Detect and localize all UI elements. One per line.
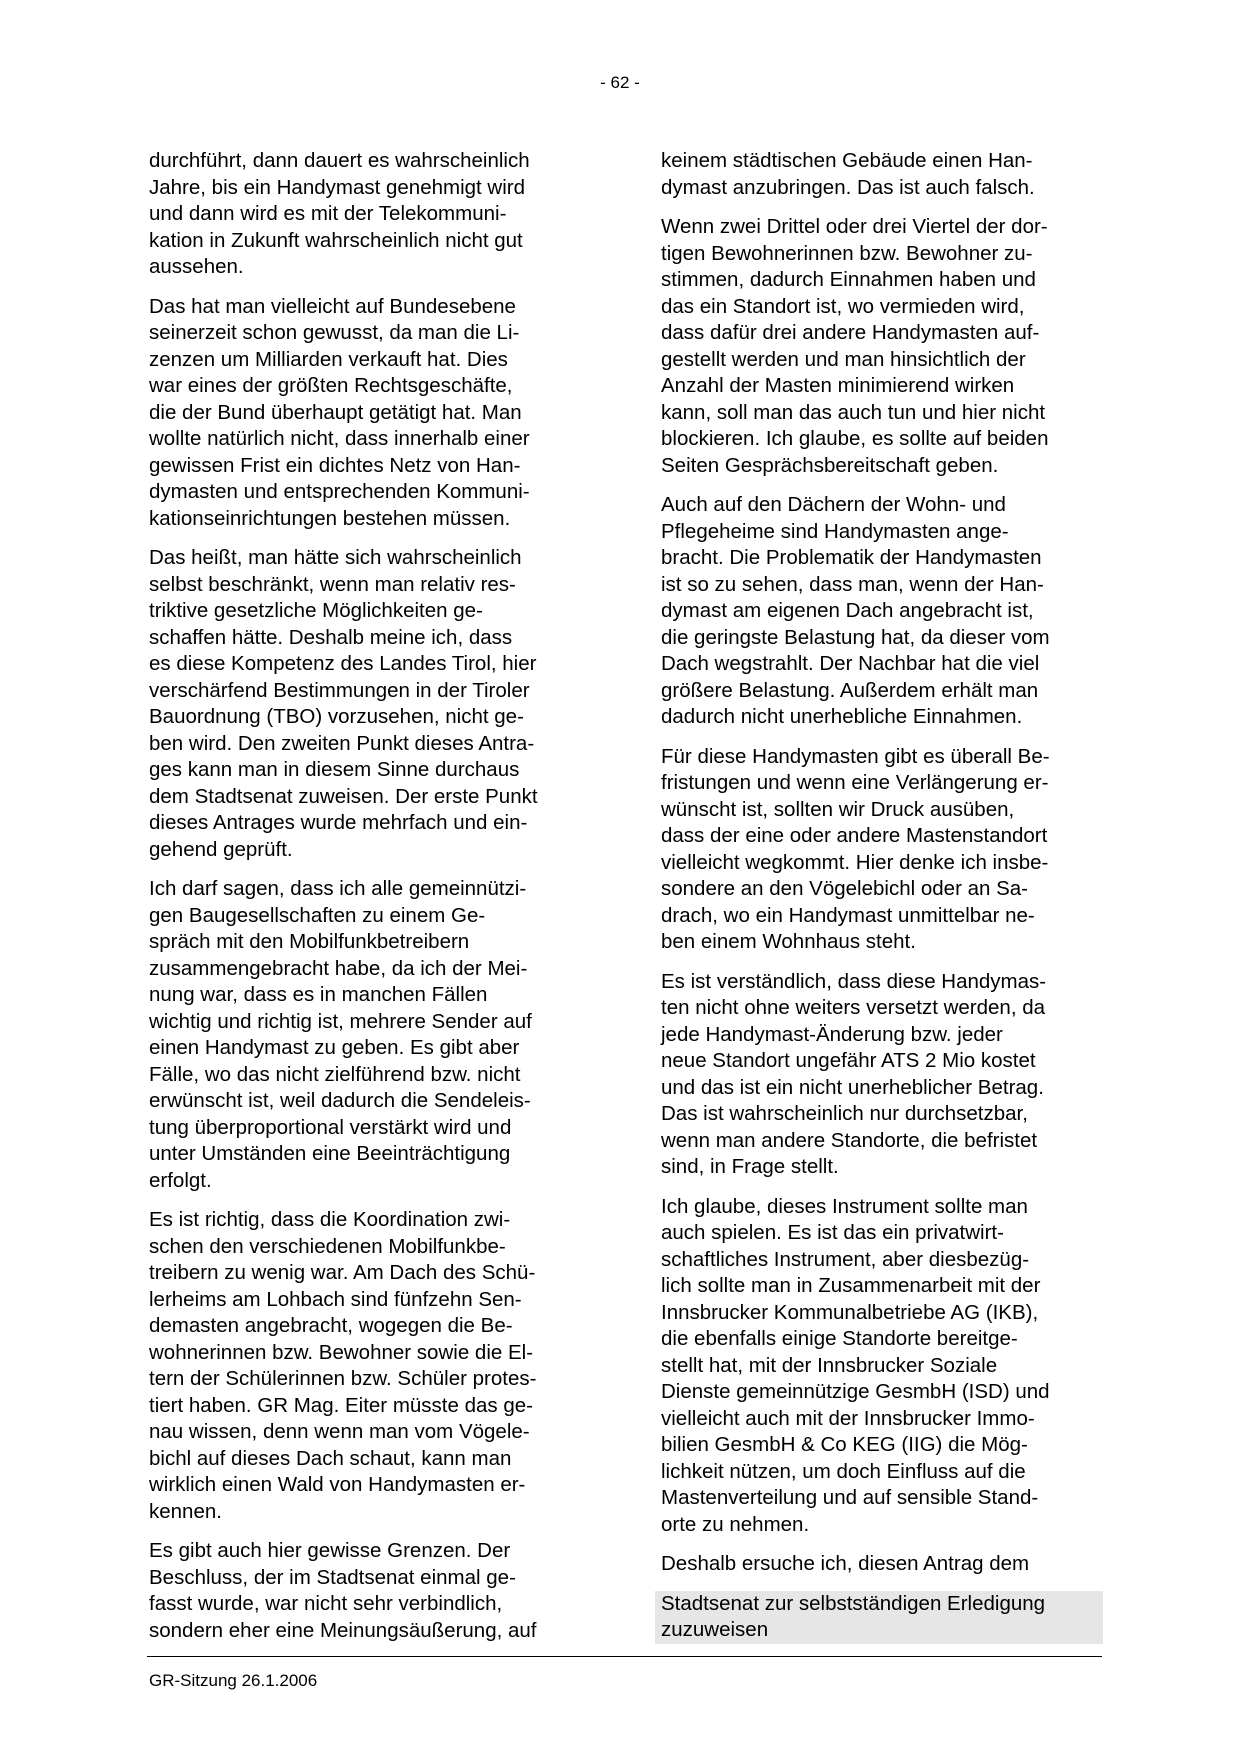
text-line: stellt hat, mit der Innsbrucker Soziale [661,1353,998,1377]
text-line: lichkeit nützen, um doch Einfluss auf die [661,1459,1026,1483]
text-line: tern der Schülerinnen bzw. Schüler protes- [149,1367,537,1390]
paragraph [149,545,599,863]
text-line: dadurch nicht unerhebliche Einnahmen. [661,705,1023,728]
text-line: Seiten Gesprächsbereitschaft geben. [661,453,999,477]
text-line: fristungen und wenn eine Verlängerung er- [661,771,1049,794]
text-line: nung war, dass es in manchen Fällen [149,983,488,1006]
paragraph [661,744,1111,956]
text-line: Auch auf den Dächern der Wohn- und [661,493,1006,516]
text-line: größere Belastung. Außerdem erhält man [661,678,1039,702]
text-line: dem Stadtsenat zuweisen. Der erste Punkt [149,784,538,808]
text-line: wichtig und richtig ist, mehrere Sender auf [149,1009,532,1033]
text-line: tung überproportional verstärkt wird und [149,1115,512,1139]
footer-text: GR-Sitzung 26.1.2006 [149,1671,318,1690]
text-line: und dann wird es mit der Telekommuni- [149,202,507,225]
text-line: auch spielen. Es ist das ein privatwirt- [661,1221,1004,1244]
text-line: blockieren. Ich glaube, es sollte auf beiden [661,427,1049,450]
text-line: Anzahl der Masten minimierend wirken [661,374,1015,397]
text-line: wollte natürlich nicht, dass innerhalb einer [149,427,530,450]
text-line: gewissen Frist ein dichtes Netz von Han- [149,453,521,477]
text-line: treibern zu wenig war. Am Dach des Schü- [149,1261,536,1284]
text-line: erfolgt. [149,1168,212,1192]
text-line: lerheims am Lohbach sind fünfzehn Sen- [149,1287,522,1311]
paragraph [661,1194,1111,1539]
text-line: es diese Kompetenz des Landes Tirol, hier [149,652,537,675]
text-line: dass der eine oder andere Mastenstandort [661,824,1048,847]
text-line: dieses Antrages wurde mehrfach und ein- [149,811,528,834]
text-line: die geringste Belastung hat, da dieser vom [661,625,1050,649]
text-line: tiert haben. GR Mag. Eiter müsste das ge- [149,1393,533,1417]
text-line: gestellt werden und man hinsichtlich der [661,347,1026,371]
text-line: sondere an den Vögelebichl oder an Sa- [661,877,1028,900]
text-line: dass dafür drei andere Handymasten auf- [661,321,1040,344]
paragraph [149,294,599,533]
text-line: sondern eher eine Meinungsäußerung, auf [149,1618,537,1642]
text-line: Das ist wahrscheinlich nur durchsetzbar, [661,1102,1028,1125]
text-line: triktive gesetzliche Möglichkeiten ge- [149,599,483,622]
paragraph [149,148,599,281]
text-line: schen den verschiedenen Mobilfunkbe- [149,1234,506,1258]
text-line: Es ist richtig, dass die Koordination zwi- [149,1208,511,1231]
text-line: Deshalb ersuche ich, diesen Antrag dem [661,1552,1030,1575]
text-line: Für diese Handymasten gibt es überall Be- [661,744,1050,768]
text-line: kann, soll man das auch tun und hier nicht [661,400,1046,424]
text-line: nau wissen, denn wenn man vom Vögele- [149,1420,530,1443]
text-line: Dienste gemeinnützige GesmbH (ISD) und [661,1380,1050,1403]
text-line: stimmen, dadurch Einnahmen haben und [661,268,1036,291]
paragraph [661,969,1111,1181]
text-line: vielleicht auch mit der Innsbrucker Immo- [661,1406,1035,1430]
text-line: bichl auf dieses Dach schaut, kann man [149,1446,512,1470]
text-line: Jahre, bis ein Handymast genehmigt wird [149,175,526,199]
text-line: dymast anzubringen. Das ist auch falsch. [661,175,1035,199]
text-line: gehend geprüft. [149,837,293,861]
text-line: unter Umständen eine Beeinträchtigung [149,1142,511,1165]
text-line: kennen. [149,1499,222,1523]
text-line: seinerzeit schon gewusst, da man die Li- [149,321,520,344]
page-number: - 62 - [600,73,640,92]
text-line: wenn man andere Standorte, die befristet [661,1128,1038,1152]
text-line: einen Handymast zu geben. Es gibt aber [149,1036,520,1059]
text-line: Wenn zwei Drittel oder drei Viertel der dor- [661,215,1048,238]
text-line: kation in Zukunft wahrscheinlich nicht gut [149,228,523,252]
text-line: Ich glaube, dieses Instrument sollte man [661,1194,1028,1218]
text-line: bracht. Die Problematik der Handymasten [661,546,1042,569]
text-line: Es gibt auch hier gewisse Grenzen. Der [149,1539,511,1562]
text-line: vielleicht wegkommt. Hier denke ich insbe- [661,850,1049,874]
text-line: keinem städtischen Gebäude einen Han- [661,149,1033,172]
paragraph [661,148,1111,201]
text-line: orte zu nehmen. [661,1512,810,1536]
text-line: ten nicht ohne weiters versetzt werden, da [661,996,1046,1019]
text-line: verschärfend Bestimmungen in der Tiroler [149,678,530,702]
text-line: ben wird. Den zweiten Punkt dieses Antra- [149,731,535,755]
text-line: schaffen hätte. Deshalb meine ich, dass [149,625,513,649]
text-line: sind, in Frage stellt. [661,1155,839,1178]
text-line: ben einem Wohnhaus steht. [661,930,916,953]
text-line: tigen Bewohnerinnen bzw. Bewohner zu- [661,241,1033,265]
text-line: fasst wurde, war nicht sehr verbindlich, [149,1592,503,1615]
text-line: zuzuweisen [661,1618,769,1641]
text-line: Fälle, wo das nicht zielführend bzw. nicht [149,1062,521,1086]
highlighted-paragraph [655,1591,1103,1644]
right-column [661,148,1111,1657]
text-line: und das ist ein nicht unerheblicher Betrag. [661,1075,1044,1099]
text-line: Innsbrucker Kommunalbetriebe AG (IKB), [661,1300,1039,1324]
text-line: kationseinrichtungen bestehen müssen. [149,506,511,530]
text-line: Ich darf sagen, dass ich alle gemeinnützi- [149,877,527,900]
text-line: gen Baugesellschaften zu einem Ge- [149,903,486,927]
footer-divider [147,1656,1102,1657]
text-line: Das heißt, man hätte sich wahrscheinlich [149,546,522,569]
text-line: lich sollte man in Zusammenarbeit mit der [661,1274,1041,1297]
text-line: schaftliches Instrument, aber diesbezüg- [661,1247,1030,1271]
text-line: die der Bund überhaupt getätigt hat. Man [149,400,522,424]
paragraph [149,1207,599,1525]
text-line: selbst beschränkt, wenn man relativ res- [149,572,516,596]
text-line: neue Standort ungefähr ATS 2 Mio kostet [661,1049,1036,1072]
text-line: wohnerinnen bzw. Bewohner sowie die El- [149,1340,534,1364]
text-line: Mastenverteilung und auf sensible Stand- [661,1486,1039,1509]
text-line: zusammengebracht habe, da ich der Mei- [149,956,528,980]
text-line: drach, wo ein Handymast unmittelbar ne- [661,903,1035,927]
text-line: dymast am eigenen Dach angebracht ist, [661,599,1034,622]
text-line: die ebenfalls einige Standorte bereitge- [661,1327,1018,1350]
paragraph [149,1538,599,1644]
text-line: spräch mit den Mobilfunkbetreibern [149,930,470,953]
text-line: ges kann man in diesem Sinne durchaus [149,758,520,781]
text-line: bilien GesmbH & Co KEG (IIG) die Mög- [661,1433,1028,1456]
paragraph [661,492,1111,731]
text-line: wirklich einen Wald von Handymasten er- [149,1473,526,1496]
text-line: dymasten und entsprechenden Kommuni- [149,480,530,503]
text-line: erwünscht ist, weil dadurch die Sendeleis- [149,1089,531,1112]
text-line: war eines der größten Rechtsgeschäfte, [149,374,513,397]
left-column [149,148,599,1657]
paragraph [149,876,599,1194]
text-line: Pflegeheime sind Handymasten ange- [661,519,1009,543]
text-line: ist so zu sehen, dass man, wenn der Han- [661,572,1044,596]
text-line: Stadtsenat zur selbstständigen Erledigung [661,1591,1046,1615]
text-line: Beschluss, der im Stadtsenat einmal ge- [149,1565,516,1589]
text-line: demasten angebracht, wogegen die Be- [149,1314,513,1337]
text-line: Das hat man vielleicht auf Bundesebene [149,294,516,318]
text-line: Bauordnung (TBO) vorzusehen, nicht ge- [149,705,524,728]
text-line: durchführt, dann dauert es wahrscheinlich [149,149,530,172]
text-line: das ein Standort ist, wo vermieden wird, [661,294,1025,318]
text-line: jede Handymast-Änderung bzw. jeder [661,1022,1003,1046]
paragraph [661,1551,1111,1578]
text-line: Dach wegstrahlt. Der Nachbar hat die viel [661,652,1040,675]
text-line: aussehen. [149,255,244,278]
text-line: zenzen um Milliarden verkauft hat. Dies [149,347,508,371]
text-line: Es ist verständlich, dass diese Handymas- [661,969,1047,993]
paragraph [661,214,1111,479]
text-line: wünscht ist, sollten wir Druck ausüben, [661,797,1015,821]
